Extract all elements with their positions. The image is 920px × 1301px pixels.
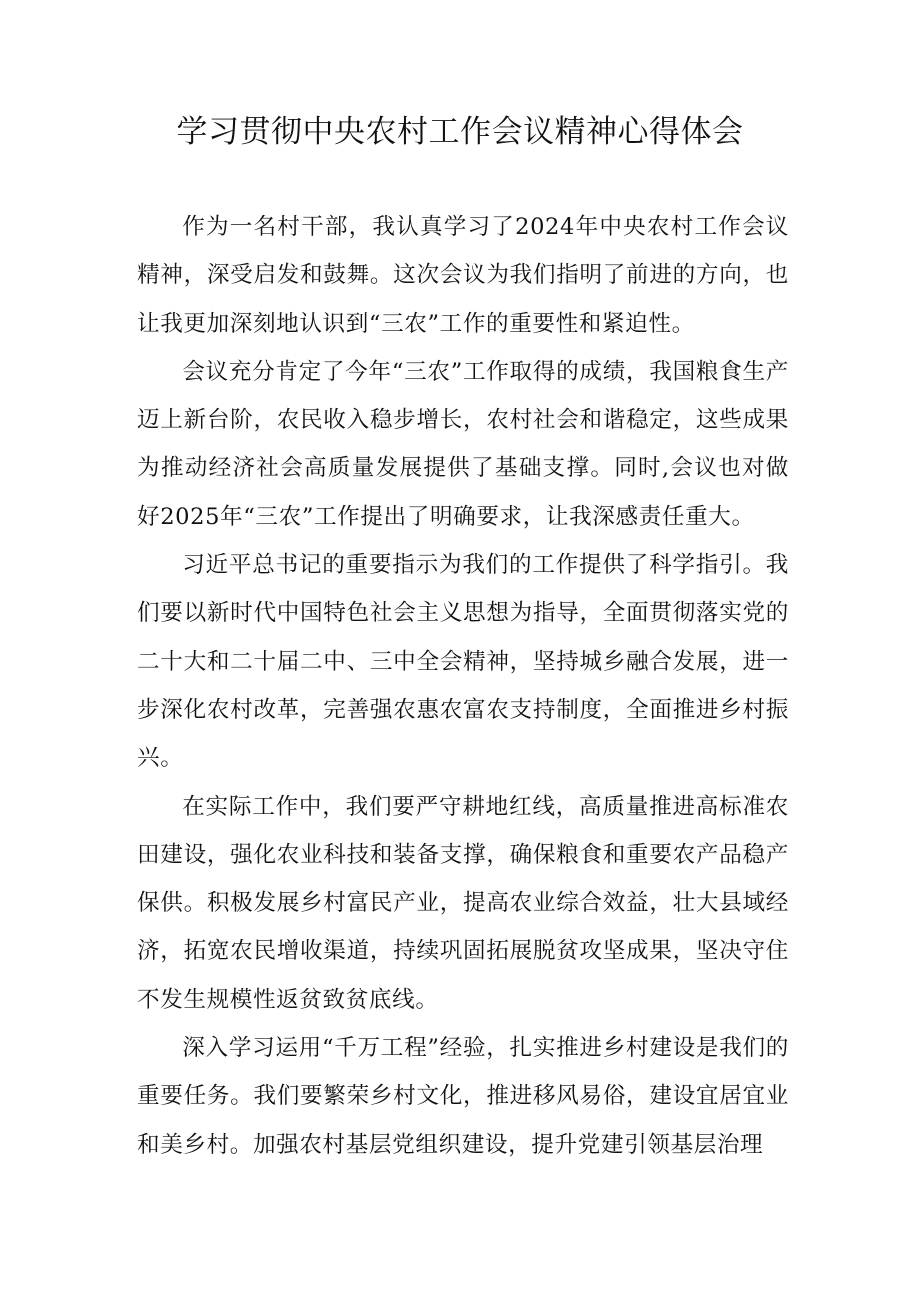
paragraph-1: 作为一名村干部，我认真学习了2024年中央农村工作会议精神，深受启发和鼓舞。这次会议为我们指明了前进的方向，也让我更加深刻地认识到“三农”工作的重要性和紧迫性。 [137,214,789,337]
paragraph-5: 深入学习运用“千万工程”经验，扎实推进乡村建设是我们的重要任务。我们要繁荣乡村文化，推进移风易俗，建设宜居宜业和美乡村。加强农村基层党组织建设，提升党建引领基层治理 [137,1035,789,1158]
paragraph-4: 在实际工作中，我们要严守耕地红线，高质量推进高标准农田建设，强化农业科技和装备支撑，确保粮食和重要农产品稳产保供。积极发展乡村富民产业，提高农业综合效益，壮大县域经济，拓宽农民增收渠道，持续巩固拓展脱贫攻坚成果，坚决守住不发生规模性返贫致贫底线。 [137,793,789,1013]
paragraph-2: 会议充分肯定了今年“三农”工作取得的成绩，我国粮食生产迈上新台阶，农民收入稳步增长，农村社会和谐稳定，这些成果为推动经济社会高质量发展提供了基础支撑。同时,会议也对做好2025年“三农”工作提出了明确要求，让我深感责任重大。 [137,358,789,530]
paragraph-3: 习近平总书记的重要指示为我们的工作提供了科学指引。我们要以新时代中国特色社会主义思想为指导，全面贯彻落实党的二十大和二十届二中、三中全会精神，坚持城乡融合发展，进一步深化农村改革，完善强农惠农富农支持制度，全面推进乡村振兴。 [137,552,789,772]
document-title: 学习贯彻中央农村工作会议精神心得体会 [176,114,744,150]
document-body [137,203,789,1169]
